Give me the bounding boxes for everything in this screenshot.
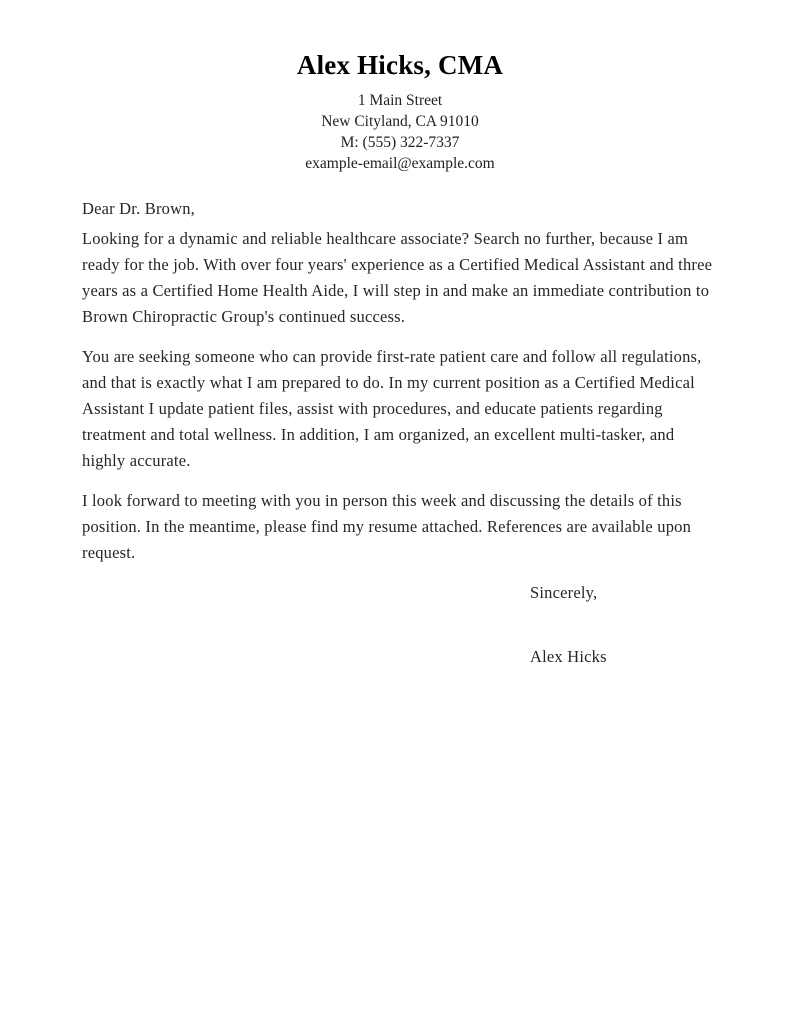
sender-name: Alex Hicks, CMA bbox=[296, 50, 504, 80]
signature-name: Alex Hicks bbox=[530, 647, 607, 666]
paragraph-intro: Looking for a dynamic and reliable healthcare associate? Search no further, because I am ready for the job. With over four years' experience as a Certified Medical Assistant and three years as a Certified Home Health Aide, I will step in and make an immediate contribution to Brown Chiropractic Group's continued success. bbox=[82, 229, 713, 326]
letter-body bbox=[82, 196, 718, 670]
salutation: Dear Dr. Brown, bbox=[82, 199, 195, 218]
paragraph-qualifications: You are seeking someone who can provide first-rate patient care and follow all regulations, and that is exactly what I am prepared to do. In my current position as a Certified Medical Assistant I update patient files, assist with procedures, and educate patients regarding treatment and total wellness. In addition, I am organized, an excellent multi-tasker, and highly accurate. bbox=[82, 347, 702, 470]
address-city-state-zip: New Cityland, CA 91010 bbox=[321, 113, 479, 130]
letter-header bbox=[82, 50, 718, 174]
address-street: 1 Main Street bbox=[357, 92, 443, 109]
closing-block bbox=[530, 580, 718, 670]
closing-phrase: Sincerely, bbox=[530, 583, 598, 602]
phone-number: M: (555) 322-7337 bbox=[340, 134, 460, 151]
email-address: example-email@example.com bbox=[305, 155, 495, 172]
paragraph-closing-request: I look forward to meeting with you in person this week and discussing the details of this position. In the meantime, please find my resume attached. References are available upon request. bbox=[82, 491, 692, 562]
